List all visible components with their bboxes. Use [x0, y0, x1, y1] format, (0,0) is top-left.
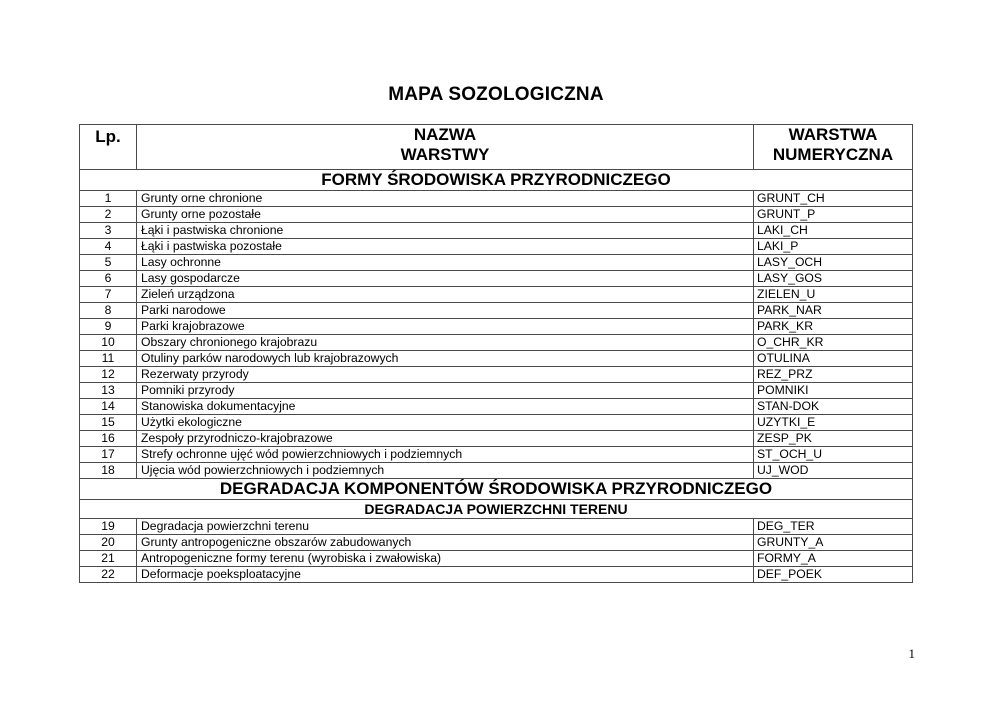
table-row: [80, 351, 913, 367]
table-row: [80, 319, 913, 335]
row-name: Parki narodowe: [137, 303, 754, 319]
row-lp: 18: [80, 463, 137, 479]
row-code: GRUNT_CH: [754, 191, 913, 207]
row-code: GRUNT_P: [754, 207, 913, 223]
row-lp: 14: [80, 399, 137, 415]
table-row: [80, 335, 913, 351]
section2-subtitle: DEGRADACJA POWIERZCHNI TERENU: [80, 500, 913, 519]
table-row: [80, 223, 913, 239]
row-code: GRUNTY_A: [754, 535, 913, 551]
header-name-line2: WARSTWY: [400, 145, 490, 164]
row-code: FORMY_A: [754, 551, 913, 567]
row-name: Degradacja powierzchni terenu: [137, 519, 754, 535]
row-name: Grunty antropogeniczne obszarów zabudowanych: [137, 535, 754, 551]
table-row: [80, 271, 913, 287]
row-lp: 13: [80, 383, 137, 399]
header-name: [137, 125, 754, 170]
row-lp: 16: [80, 431, 137, 447]
table-row: [80, 551, 913, 567]
section-header-row: [80, 170, 913, 191]
table-row: [80, 303, 913, 319]
table-row: [80, 367, 913, 383]
row-lp: 15: [80, 415, 137, 431]
row-code: REZ_PRZ: [754, 367, 913, 383]
row-lp: 9: [80, 319, 137, 335]
table-row: [80, 519, 913, 535]
header-code-line2: NUMERYCZNA: [772, 145, 894, 164]
row-lp: 10: [80, 335, 137, 351]
row-lp: 4: [80, 239, 137, 255]
row-name: Zespoły przyrodniczo-krajobrazowe: [137, 431, 754, 447]
row-name: Antropogeniczne formy terenu (wyrobiska i zwałowiska): [137, 551, 754, 567]
row-code: DEF_POEK: [754, 567, 913, 583]
row-code: LASY_GOS: [754, 271, 913, 287]
row-code: UJ_WOD: [754, 463, 913, 479]
row-lp: 3: [80, 223, 137, 239]
row-code: LAKI_CH: [754, 223, 913, 239]
page-title: MAPA SOZOLOGICZNA: [388, 84, 604, 105]
row-name: Stanowiska dokumentacyjne: [137, 399, 754, 415]
row-lp: 17: [80, 447, 137, 463]
row-lp: 8: [80, 303, 137, 319]
row-name: Ujęcia wód powierzchniowych i podziemnych: [137, 463, 754, 479]
table-row: [80, 383, 913, 399]
row-name: Pomniki przyrody: [137, 383, 754, 399]
row-name: Grunty orne chronione: [137, 191, 754, 207]
table-row: [80, 207, 913, 223]
table-row: [80, 535, 913, 551]
row-lp: 2: [80, 207, 137, 223]
row-name: Strefy ochronne ujęć wód powierzchniowych i podziemnych: [137, 447, 754, 463]
row-name: Lasy gospodarcze: [137, 271, 754, 287]
table-row: [80, 431, 913, 447]
row-code: O_CHR_KR: [754, 335, 913, 351]
header-name-line1: NAZWA: [413, 125, 477, 144]
row-code: PARK_NAR: [754, 303, 913, 319]
row-lp: 1: [80, 191, 137, 207]
row-name: Obszary chronionego krajobrazu: [137, 335, 754, 351]
table-row: [80, 191, 913, 207]
row-lp: 21: [80, 551, 137, 567]
row-code: ZESP_PK: [754, 431, 913, 447]
row-lp: 11: [80, 351, 137, 367]
row-name: Otuliny parków narodowych lub krajobrazowych: [137, 351, 754, 367]
row-name: Parki krajobrazowe: [137, 319, 754, 335]
section2-title: DEGRADACJA KOMPONENTÓW ŚRODOWISKA PRZYRODNICZEGO: [80, 479, 913, 500]
subsection-header-row: [80, 500, 913, 519]
row-code: ST_OCH_U: [754, 447, 913, 463]
table-row: [80, 447, 913, 463]
section1-title: FORMY ŚRODOWISKA PRZYRODNICZEGO: [80, 170, 913, 191]
layer-table: [79, 124, 913, 583]
row-lp: 19: [80, 519, 137, 535]
row-lp: 22: [80, 567, 137, 583]
row-name: Zieleń urządzona: [137, 287, 754, 303]
header-lp: Lp.: [80, 125, 137, 170]
table-row: [80, 287, 913, 303]
row-lp: 7: [80, 287, 137, 303]
row-code: STAN-DOK: [754, 399, 913, 415]
row-lp: 12: [80, 367, 137, 383]
table-row: [80, 415, 913, 431]
row-code: ZIELEN_U: [754, 287, 913, 303]
table-row: [80, 239, 913, 255]
row-name: Deformacje poeksploatacyjne: [137, 567, 754, 583]
row-name: Łąki i pastwiska pozostałe: [137, 239, 754, 255]
table-row: [80, 567, 913, 583]
row-lp: 5: [80, 255, 137, 271]
row-code: DEG_TER: [754, 519, 913, 535]
row-code: LASY_OCH: [754, 255, 913, 271]
page-number: 1: [908, 646, 915, 661]
header-row: [80, 125, 913, 170]
row-code: PARK_KR: [754, 319, 913, 335]
row-code: UZYTKI_E: [754, 415, 913, 431]
table-row: [80, 399, 913, 415]
row-name: Lasy ochronne: [137, 255, 754, 271]
row-code: LAKI_P: [754, 239, 913, 255]
table-row: [80, 255, 913, 271]
row-lp: 20: [80, 535, 137, 551]
table-row: [80, 463, 913, 479]
row-code: OTULINA: [754, 351, 913, 367]
row-code: POMNIKI: [754, 383, 913, 399]
row-name: Łąki i pastwiska chronione: [137, 223, 754, 239]
header-code: [754, 125, 913, 170]
header-code-line1: WARSTWA: [788, 125, 878, 144]
row-name: Rezerwaty przyrody: [137, 367, 754, 383]
row-name: Użytki ekologiczne: [137, 415, 754, 431]
row-lp: 6: [80, 271, 137, 287]
row-name: Grunty orne pozostałe: [137, 207, 754, 223]
section-header-row: [80, 479, 913, 500]
